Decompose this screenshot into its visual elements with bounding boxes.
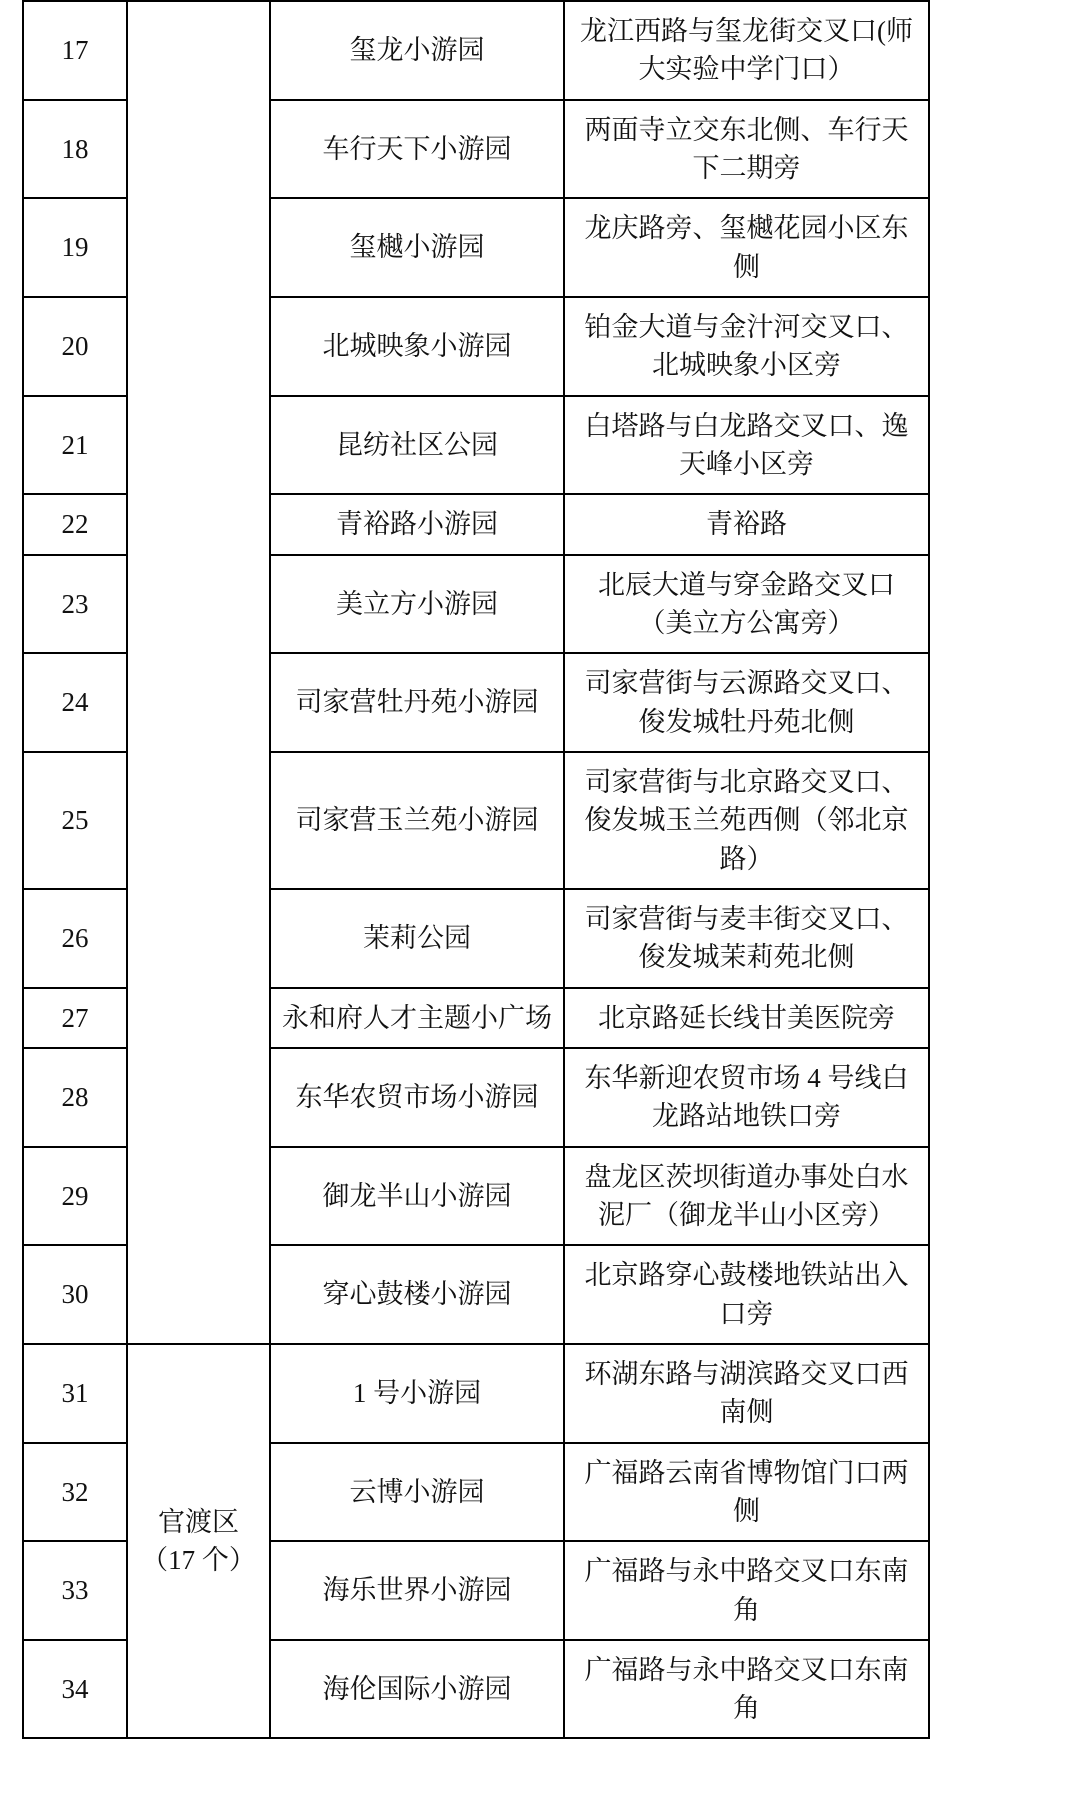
row-index-cell: 27 bbox=[23, 988, 127, 1048]
park-address-cell: 北辰大道与穿金路交叉口（美立方公寓旁） bbox=[564, 555, 929, 654]
row-index-cell: 23 bbox=[23, 555, 127, 654]
park-address-cell: 环湖东路与湖滨路交叉口西南侧 bbox=[564, 1344, 929, 1443]
park-name-cell: 司家营玉兰苑小游园 bbox=[270, 752, 564, 889]
district-cell bbox=[127, 1344, 270, 1739]
row-index-cell: 24 bbox=[23, 653, 127, 752]
row-index-cell: 20 bbox=[23, 297, 127, 396]
park-name-cell: 茉莉公园 bbox=[270, 889, 564, 988]
park-address-cell: 北京路延长线甘美医院旁 bbox=[564, 988, 929, 1048]
park-address-cell: 龙庆路旁、玺樾花园小区东侧 bbox=[564, 198, 929, 297]
park-address-cell: 广福路与永中路交叉口东南角 bbox=[564, 1640, 929, 1739]
park-name-cell: 1 号小游园 bbox=[270, 1344, 564, 1443]
district-count: （17 个） bbox=[141, 1545, 256, 1576]
park-address-cell: 司家营街与云源路交叉口、俊发城牡丹苑北侧 bbox=[564, 653, 929, 752]
row-index-cell: 17 bbox=[23, 1, 127, 100]
row-index-cell: 21 bbox=[23, 396, 127, 495]
park-name-cell: 美立方小游园 bbox=[270, 555, 564, 654]
park-address-cell: 青裕路 bbox=[564, 494, 929, 554]
park-address-cell: 白塔路与白龙路交叉口、逸天峰小区旁 bbox=[564, 396, 929, 495]
row-index-cell: 28 bbox=[23, 1048, 127, 1147]
park-name-cell: 北城映象小游园 bbox=[270, 297, 564, 396]
district-name: 官渡区 bbox=[158, 1506, 239, 1537]
park-address-cell: 北京路穿心鼓楼地铁站出入口旁 bbox=[564, 1245, 929, 1344]
park-address-cell: 司家营街与北京路交叉口、俊发城玉兰苑西侧（邻北京路） bbox=[564, 752, 929, 889]
park-address-cell: 盘龙区茨坝街道办事处白水泥厂（御龙半山小区旁） bbox=[564, 1147, 929, 1246]
row-index-cell: 26 bbox=[23, 889, 127, 988]
park-name-cell: 永和府人才主题小广场 bbox=[270, 988, 564, 1048]
park-address-cell: 司家营街与麦丰街交叉口、俊发城茉莉苑北侧 bbox=[564, 889, 929, 988]
row-index-cell: 25 bbox=[23, 752, 127, 889]
park-address-cell: 广福路与永中路交叉口东南角 bbox=[564, 1541, 929, 1640]
park-name-cell: 青裕路小游园 bbox=[270, 494, 564, 554]
park-name-cell: 海乐世界小游园 bbox=[270, 1541, 564, 1640]
row-index-cell: 22 bbox=[23, 494, 127, 554]
row-index-cell: 30 bbox=[23, 1245, 127, 1344]
row-index-cell: 32 bbox=[23, 1443, 127, 1542]
district-cell-continued bbox=[127, 1, 270, 1344]
row-index-cell: 31 bbox=[23, 1344, 127, 1443]
park-address-cell: 两面寺立交东北侧、车行天下二期旁 bbox=[564, 100, 929, 199]
park-name-cell: 司家营牡丹苑小游园 bbox=[270, 653, 564, 752]
row-index-cell: 29 bbox=[23, 1147, 127, 1246]
park-name-cell: 穿心鼓楼小游园 bbox=[270, 1245, 564, 1344]
row-index-cell: 18 bbox=[23, 100, 127, 199]
row-index-cell: 19 bbox=[23, 198, 127, 297]
park-name-cell: 车行天下小游园 bbox=[270, 100, 564, 199]
park-address-cell: 广福路云南省博物馆门口两侧 bbox=[564, 1443, 929, 1542]
park-address-cell: 龙江西路与玺龙街交叉口(师大实验中学门口） bbox=[564, 1, 929, 100]
park-name-cell: 玺樾小游园 bbox=[270, 198, 564, 297]
park-name-cell: 云博小游园 bbox=[270, 1443, 564, 1542]
park-name-cell: 御龙半山小游园 bbox=[270, 1147, 564, 1246]
park-list-table bbox=[22, 0, 930, 1739]
park-name-cell: 海伦国际小游园 bbox=[270, 1640, 564, 1739]
table-row bbox=[23, 1344, 929, 1443]
row-index-cell: 34 bbox=[23, 1640, 127, 1739]
row-index-cell: 33 bbox=[23, 1541, 127, 1640]
park-address-cell: 东华新迎农贸市场 4 号线白龙路站地铁口旁 bbox=[564, 1048, 929, 1147]
park-address-cell: 铂金大道与金汁河交叉口、北城映象小区旁 bbox=[564, 297, 929, 396]
park-name-cell: 玺龙小游园 bbox=[270, 1, 564, 100]
park-name-cell: 昆纺社区公园 bbox=[270, 396, 564, 495]
table-body bbox=[23, 1, 929, 1738]
park-name-cell: 东华农贸市场小游园 bbox=[270, 1048, 564, 1147]
table-row bbox=[23, 1, 929, 100]
